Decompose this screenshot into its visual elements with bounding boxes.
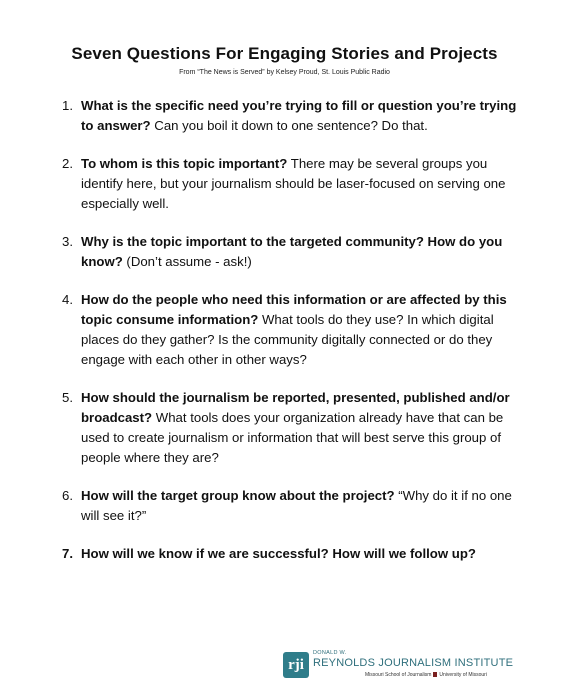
list-item [62, 96, 524, 136]
item-detail: Can you boil it down to one sentence? Do that. [150, 118, 428, 133]
item-detail: There may be several groups you identify here, but your journalism should be laser-focused on serving one especially well. [81, 156, 506, 211]
document-subtitle: From “The News is Served” by Kelsey Proud, St. Louis Public Radio [179, 69, 390, 76]
item-detail: “Why do it if no one will see it?” [81, 488, 512, 523]
item-number: 2. [62, 156, 73, 171]
school-name: Missouri School of Journalism [365, 672, 432, 678]
item-number: 7. [62, 546, 73, 561]
item-question: How will we know if we are successful? How will we follow up? [81, 546, 476, 561]
item-number: 3. [62, 234, 73, 249]
list-item [62, 486, 524, 526]
document-title: Seven Questions For Engaging Stories and Projects [71, 44, 498, 63]
list-item [62, 388, 524, 468]
item-question: What is the specific need you’re trying to fill or question you’re trying to answer? [81, 98, 517, 133]
item-number: 4. [62, 292, 73, 307]
item-number: 1. [62, 98, 73, 113]
item-detail: What tools does your organization already have that can be used to create journalism or information that will best serve this group of people where they are? [81, 410, 504, 465]
item-number: 6. [62, 488, 73, 503]
item-detail: What tools do they use? In which digital places do they gather? Is the community digitally connected or do they engage with each other in other ways? [81, 312, 494, 367]
logo-institute-name: REYNOLDS JOURNALISM INSTITUTE [313, 657, 514, 669]
rji-footer-logo [283, 650, 514, 684]
list-item [62, 290, 524, 370]
item-question: How should the journalism be reported, presented, published and/or broadcast? [81, 390, 510, 425]
list-item [62, 232, 524, 272]
item-question: Why is the topic important to the targeted community? How do you know? [81, 234, 503, 269]
item-question: How will the target group know about the project? [81, 488, 395, 503]
university-name: University of Missouri [439, 672, 487, 678]
questions-list [62, 96, 524, 564]
item-question: To whom is this topic important? [81, 156, 288, 171]
item-number: 5. [62, 390, 73, 405]
item-question: How do the people who need this information or are affected by this topic consume information? [81, 292, 507, 327]
list-item [62, 154, 524, 214]
logo-affiliation [365, 672, 487, 678]
logo-donald-text: DONALD W. [313, 650, 347, 656]
list-item [62, 544, 524, 564]
item-detail: (Don’t assume - ask!) [122, 254, 252, 269]
university-shield-icon [433, 672, 437, 677]
rji-logo-mark: rji [283, 652, 309, 678]
